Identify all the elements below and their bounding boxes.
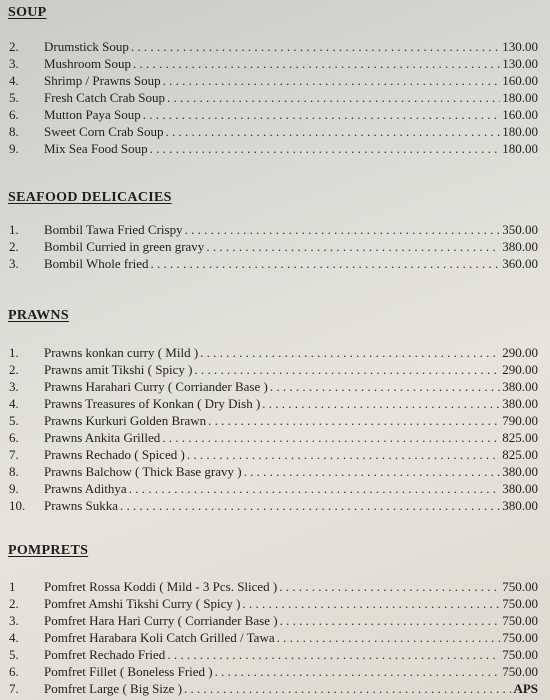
item-name: Mutton Paya Soup: [44, 107, 141, 122]
item-number: 6.: [9, 664, 19, 679]
item-number: 7.: [9, 447, 19, 462]
item-name: Sweet Corn Crab Soup: [44, 124, 164, 139]
item-number: 3.: [9, 613, 19, 628]
item-number: 4.: [9, 630, 19, 645]
item-price: 350.00: [502, 222, 538, 237]
item-number: 7.: [9, 681, 19, 696]
menu-item: [0, 221, 550, 238]
menu-item: [0, 497, 550, 514]
dot-leader: [162, 429, 500, 446]
item-price: 290.00: [502, 362, 538, 377]
section-title: POMPRETS: [8, 543, 89, 558]
item-number: 4.: [9, 396, 19, 411]
item-number: 2.: [9, 239, 19, 254]
menu-item: [0, 361, 550, 378]
item-name: Drumstick Soup: [44, 39, 129, 54]
dot-leader: [120, 497, 500, 514]
item-number: 6.: [9, 430, 19, 445]
item-number: 8.: [9, 124, 19, 139]
item-number: 2.: [9, 362, 19, 377]
menu-item: [0, 578, 550, 595]
section-title: SOUP: [8, 5, 47, 20]
item-name: Prawns amit Tikshi ( Spicy ): [44, 362, 193, 377]
menu-item: [0, 612, 550, 629]
item-number: 5.: [9, 90, 19, 105]
item-number: 5.: [9, 413, 19, 428]
menu-item: [0, 663, 550, 680]
dot-leader: [262, 395, 500, 412]
menu-item: [0, 395, 550, 412]
dot-leader: [279, 578, 500, 595]
menu-item: [0, 378, 550, 395]
item-name: Prawns Treasures of Konkan ( Dry Dish ): [44, 396, 261, 411]
dot-leader: [280, 612, 501, 629]
item-price: 160.00: [502, 73, 538, 88]
section-title: SEAFOOD DELICACIES: [8, 190, 172, 205]
item-name: Prawns Kurkuri Golden Brawn: [44, 413, 207, 428]
item-name: Mix Sea Food Soup: [44, 141, 148, 156]
item-price: 130.00: [502, 39, 538, 54]
item-name: Fresh Catch Crab Soup: [44, 90, 165, 105]
dot-leader: [242, 595, 500, 612]
dot-leader: [194, 361, 500, 378]
item-price: APS: [513, 681, 538, 696]
item-price: 790.00: [502, 413, 538, 428]
dot-leader: [163, 72, 501, 89]
dot-leader: [133, 55, 500, 72]
item-price: 750.00: [502, 596, 538, 611]
item-name: Mushroom Soup: [44, 56, 132, 71]
dot-leader: [208, 412, 500, 429]
item-number: 8.: [9, 464, 19, 479]
dot-leader: [131, 38, 500, 55]
menu-item: [0, 89, 550, 106]
menu-item: [0, 344, 550, 361]
item-name: Bombil Whole fried: [44, 256, 149, 271]
item-price: 825.00: [502, 447, 538, 462]
item-name: Prawns Ankita Grilled: [44, 430, 161, 445]
item-number: 9.: [9, 141, 19, 156]
dot-leader: [150, 255, 500, 272]
dot-leader: [215, 663, 501, 680]
item-price: 360.00: [502, 256, 538, 271]
item-name: Pomfret Hara Hari Curry ( Corriander Base ): [44, 613, 278, 628]
menu-item: [0, 629, 550, 646]
item-number: 1: [9, 579, 16, 594]
item-price: 160.00: [502, 107, 538, 122]
menu-item: [0, 238, 550, 255]
item-number: 3.: [9, 379, 19, 394]
section-title: PRAWNS: [8, 308, 69, 323]
menu-item: [0, 429, 550, 446]
dot-leader: [184, 680, 511, 697]
item-name: Prawns Adithya: [44, 481, 127, 496]
item-name: Prawns konkan curry ( Mild ): [44, 345, 199, 360]
item-name: Prawns Sukka: [44, 498, 119, 513]
item-name: Prawns Balchow ( Thick Base gravy ): [44, 464, 242, 479]
item-name: Prawns Rechado ( Spiced ): [44, 447, 185, 462]
dot-leader: [166, 123, 501, 140]
menu-item: [0, 463, 550, 480]
item-number: 1.: [9, 222, 19, 237]
item-number: 2.: [9, 596, 19, 611]
dot-leader: [185, 221, 501, 238]
menu-item: [0, 123, 550, 140]
item-price: 180.00: [502, 124, 538, 139]
item-price: 180.00: [502, 141, 538, 156]
item-name: Shrimp / Prawns Soup: [44, 73, 161, 88]
item-number: 6.: [9, 107, 19, 122]
menu-item: [0, 106, 550, 123]
menu-item: [0, 255, 550, 272]
menu-item: [0, 140, 550, 157]
item-number: 3.: [9, 56, 19, 71]
item-price: 380.00: [502, 481, 538, 496]
item-name: Pomfret Rossa Koddi ( Mild - 3 Pcs. Sliced ): [44, 579, 278, 594]
item-price: 380.00: [502, 498, 538, 513]
item-price: 380.00: [502, 464, 538, 479]
item-name: Pomfret Harabara Koli Catch Grilled / Tawa: [44, 630, 275, 645]
item-name: Pomfret Large ( Big Size ): [44, 681, 183, 696]
item-number: 10.: [9, 498, 26, 513]
item-price: 750.00: [502, 664, 538, 679]
dot-leader: [277, 629, 501, 646]
item-price: 380.00: [502, 396, 538, 411]
dot-leader: [270, 378, 500, 395]
item-number: 3.: [9, 256, 19, 271]
menu-item: [0, 595, 550, 612]
dot-leader: [206, 238, 500, 255]
item-number: 9.: [9, 481, 19, 496]
item-price: 750.00: [502, 579, 538, 594]
menu-item: [0, 72, 550, 89]
dot-leader: [167, 89, 500, 106]
item-price: 130.00: [502, 56, 538, 71]
menu-item: [0, 412, 550, 429]
item-price: 180.00: [502, 90, 538, 105]
menu-item: [0, 446, 550, 463]
item-number: 5.: [9, 647, 19, 662]
dot-leader: [167, 646, 500, 663]
item-price: 750.00: [502, 613, 538, 628]
dot-leader: [143, 106, 500, 123]
item-number: 4.: [9, 73, 19, 88]
item-name: Pomfret Rechado Fried: [44, 647, 166, 662]
item-name: Pomfret Amshi Tikshi Curry ( Spicy ): [44, 596, 241, 611]
menu-item: [0, 480, 550, 497]
item-name: Bombil Curried in green gravy: [44, 239, 205, 254]
item-number: 2.: [9, 39, 19, 54]
item-price: 380.00: [502, 379, 538, 394]
dot-leader: [244, 463, 501, 480]
item-number: 1.: [9, 345, 19, 360]
item-price: 750.00: [502, 630, 538, 645]
item-name: Bombil Tawa Fried Crispy: [44, 222, 183, 237]
item-price: 290.00: [502, 345, 538, 360]
menu-item: [0, 55, 550, 72]
item-name: Prawns Harahari Curry ( Corriander Base ): [44, 379, 268, 394]
dot-leader: [129, 480, 501, 497]
item-name: Pomfret Fillet ( Boneless Fried ): [44, 664, 213, 679]
item-price: 750.00: [502, 647, 538, 662]
dot-leader: [200, 344, 500, 361]
item-price: 380.00: [502, 239, 538, 254]
menu-item: [0, 646, 550, 663]
item-price: 825.00: [502, 430, 538, 445]
dot-leader: [187, 446, 500, 463]
dot-leader: [150, 140, 501, 157]
menu-item: [0, 38, 550, 55]
menu-item: [0, 680, 550, 697]
